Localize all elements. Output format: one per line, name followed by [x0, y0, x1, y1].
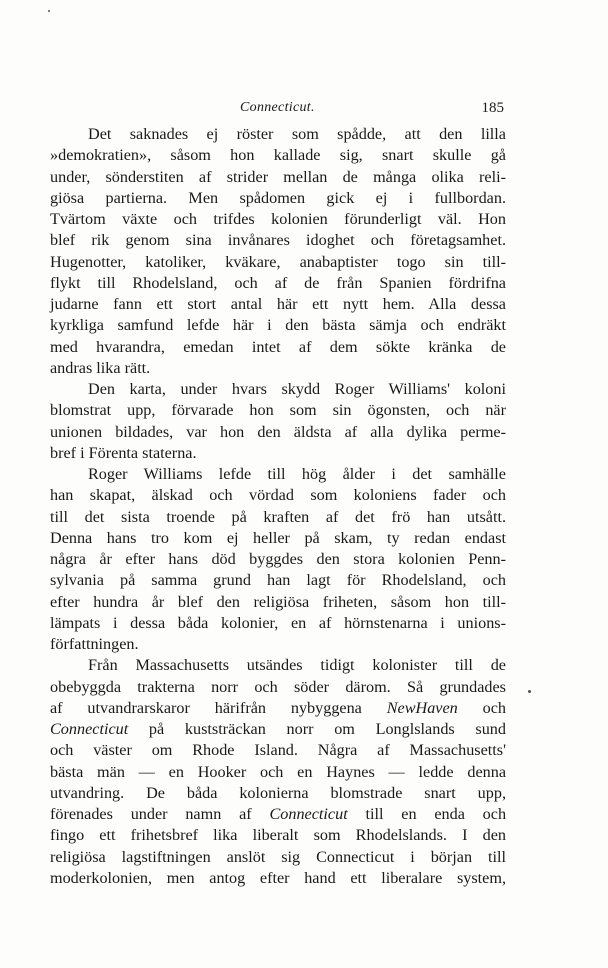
text-line: religiösa lagstiftningen anslöt sig Connecticut i början till [50, 847, 506, 866]
place-name-connecticut: Connecticut [269, 805, 348, 823]
text-line: lämpats i dessa båda kolonier, en af hörnstenarna i unions- [50, 613, 506, 632]
running-title: Connecticut. [240, 100, 315, 115]
text-line: Denna hans tro kom ej heller på skam, ty redan endast [50, 528, 506, 547]
text-line: blef rik genom sina invånares idoghet och företagsamhet. [50, 231, 506, 250]
text-line: judarne fann ett stort antal här ett nytt hem. Alla dessa [50, 295, 506, 313]
text-line: med hvarandra, emedan intet af dem sökte kränka de [50, 337, 506, 356]
place-name-newhaven: NewHaven [386, 698, 458, 717]
paragraph-1 [50, 124, 506, 379]
text-line: författningen. [50, 635, 139, 653]
text-line [50, 804, 506, 825]
paragraph-4 [50, 655, 506, 889]
text-line: bref i Förenta staterna. [50, 443, 197, 462]
body-text [50, 124, 506, 889]
text-line [50, 698, 506, 719]
text-line: Hugenotter, katoliker, kväkare, anabaptister togo sin till- [50, 252, 506, 271]
text-segment: af utvandrarskaror härifrån nybyggena [50, 698, 362, 717]
text-line: Från Massachusetts utsändes tidigt kolonister till de [88, 656, 506, 675]
text-segment: förenades under namn af [50, 805, 252, 823]
place-name-connecticut: Connecticut [50, 720, 129, 738]
text-line: efter hundra år blef den religiösa friheten, såsom hon till- [50, 592, 506, 611]
text-line: unionen bildades, var hon den äldsta af alla dylika perme- [50, 422, 506, 441]
text-line: sylvania på samma grund han lagt för Rhodelsland, och [50, 571, 506, 590]
text-line: fingo ett frihetsbref lika liberalt som Rhodelslands. I den [50, 826, 506, 845]
text-line [50, 719, 506, 740]
text-line: Tvärtom växte och trifdes kolonien förunderligt väl. Hon [50, 210, 506, 228]
text-segment: och [482, 698, 506, 717]
text-line: några år efter hans död byggdes den stora kolonien Penn- [50, 550, 506, 568]
text-line: flykt till Rhodelsland, och af de från Spanien fördrifna [50, 273, 506, 292]
text-line: blomstrat upp, förvarade hon som sin ögonsten, och när [50, 401, 506, 420]
page-number: 185 [481, 100, 504, 116]
text-line: andras lika rätt. [50, 358, 151, 377]
scan-speck [48, 10, 50, 12]
page-header [50, 100, 506, 120]
text-line: till det sista troende på kraften af det frö han utsått. [50, 507, 506, 526]
text-line: kyrkliga samfund lefde här i den bästa sämja och endräkt [50, 316, 506, 335]
paragraph-2 [50, 379, 506, 464]
text-line: bästa män — en Hooker och en Haynes — ledde denna [50, 762, 506, 781]
text-line: under, sönderstiten af strider mellan de många olika reli- [50, 167, 506, 186]
text-line: han skapat, älskad och vördad som koloniens fader och [50, 486, 506, 505]
text-line: Den karta, under hvars skydd Roger Williams' koloni [88, 380, 506, 398]
text-line: obebyggda trakterna norr och söder därom. Så grundades [50, 677, 506, 696]
text-line: »demokratien», såsom hon kallade sig, snart skulle gå [50, 146, 506, 165]
text-segment: på kuststräckan norr om Longlslands sund [148, 720, 506, 738]
text-segment: till en enda och [365, 805, 507, 823]
text-line: utvandring. De båda kolonierna blomstrade snart upp, [50, 783, 506, 802]
text-line: Roger Williams lefde till hög ålder i det samhälle [88, 465, 506, 483]
paragraph-3 [50, 464, 506, 655]
text-line: giösa partierna. Men spådomen gick ej i fullbordan. [50, 188, 506, 207]
text-line: Det saknades ej röster som spådde, att den lilla [88, 125, 506, 143]
text-line: och väster om Rhode Island. Några af Massachusetts' [50, 741, 506, 760]
text-line: moderkolonien, men antog efter hand ett liberalare system, [50, 868, 506, 887]
scan-speck [528, 690, 531, 693]
